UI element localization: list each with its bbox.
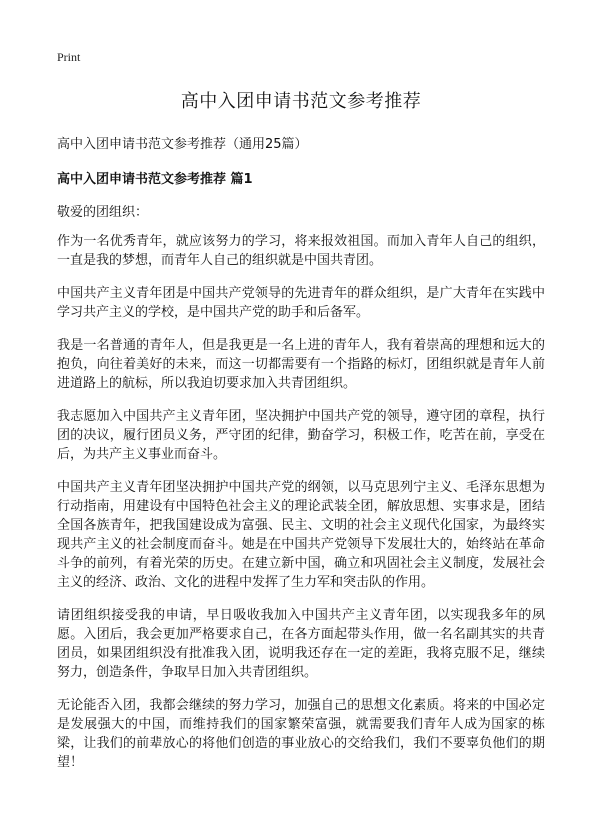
paragraph-3: 我是一名普通的青年人，但是我更是一名上进的青年人，我有着崇高的理想和远大的抱负，向往着美好的未来，而这一切都需要有一个指路的标灯，团组织就是青年人前进道路上的航标，所以我迫切要求加入共青团组织。 xyxy=(57,338,545,391)
section-heading: 高中入团申请书范文参考推荐 篇1 xyxy=(57,172,253,187)
paragraph-5: 中国共产主义青年团坚决拥护中国共产党的纲领，以马克思列宁主义、毛泽东思想为行动指南，用建设有中国特色社会主义的理论武装全团，解放思想、实事求是，团结全国各族青年，把我国建设成为富强、民主、文明的社会主义现代化国家，为最终实现共产主义的社会制度而奋斗。她是在中国共产党领导下发展壮大的，始终站在革命斗争的前列，有着光荣的历史。在建立新中国，确立和巩固社会主义制度，发展社会主义的经济、政治、文化的进程中发挥了生力军和突击队的作用。 xyxy=(57,480,545,590)
document-subtitle: 高中入团申请书范文参考推荐（通用25篇） xyxy=(57,137,308,152)
greeting: 敬爱的团组织： xyxy=(57,205,149,220)
print-link[interactable]: Print xyxy=(57,50,81,64)
paragraph-2: 中国共产主义青年团是中国共产党领导的先进青年的群众组织，是广大青年在实践中学习共产主义的学校，是中国共产党的助手和后备军。 xyxy=(57,286,545,320)
paragraph-1: 作为一名优秀青年，就应该努力的学习，将来报效祖国。而加入青年人自己的组织，一直是我的梦想，而青年人自己的组织就是中国共青团。 xyxy=(57,234,545,268)
document-title: 高中入团申请书范文参考推荐 xyxy=(180,91,422,112)
paragraph-7: 无论能否入团，我都会继续的努力学习，加强自己的思想文化素质。将来的中国必定是发展强大的中国，而维持我们的国家繁荣富强，就需要我们青年人成为国家的栋梁，让我们的前辈放心的将他们创造的事业放心的交给我们，我们不要辜负他们的期望！ xyxy=(57,698,545,770)
paragraph-6: 请团组织接受我的申请，早日吸收我加入中国共产主义青年团，以实现我多年的夙愿。入团后，我会更加严格要求自己，在各方面起带头作用，做一名名副其实的共青团员，如果团组织没有批准我入团，说明我还存在一定的差距，我将克服不足，继续努力，创造条件，争取早日加入共青团组织。 xyxy=(57,608,545,680)
paragraph-4: 我志愿加入中国共产主义青年团，坚决拥护中国共产党的领导，遵守团的章程，执行团的决议，履行团员义务，严守团的纪律，勤奋学习，积极工作，吃苦在前，享受在后，为共产主义事业而奋斗。 xyxy=(57,409,545,462)
